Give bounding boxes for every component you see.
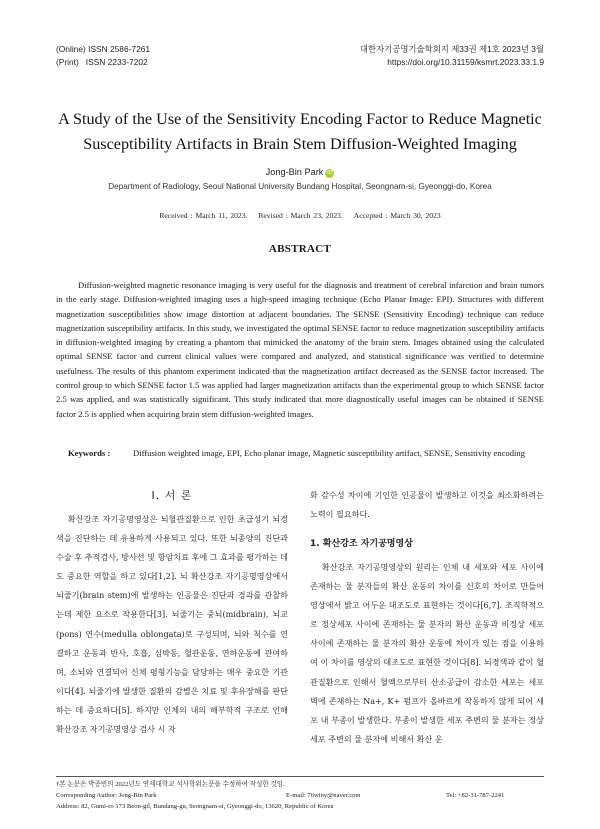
keywords-text: Diffusion weighted image, EPI, Echo planar image, Magnetic susceptibility artifact, SENSE, Sensitivity encoding [133, 448, 525, 458]
doi-link[interactable]: https://doi.org/10.31159/ksmrt.2023.33.1.9 [387, 57, 544, 67]
title-line-1: A Study of the Use of the Sensitivity Encoding Factor to Reduce Magnetic [58, 110, 542, 128]
journal-name: 대한자기공명기술학회지 제33권 제1호 2023년 3월 [359, 44, 544, 54]
left-column [56, 510, 288, 739]
footnote-rule [56, 776, 544, 777]
section-title-introduction: Ⅰ. 서 론 [151, 489, 193, 502]
author-name: Jong-Bin Park [265, 167, 324, 177]
footnote: †본 논문은 박종빈의 2022년도 연세대학교 석사학위논문을 수정하여 작성한 것임. [56, 781, 285, 788]
issn-print: (Print) ISSN 2233-7202 [56, 57, 148, 67]
right-continuation: 화 감수성 차이에 기인한 인공물이 발생하고 이것을 최소화하려는 노력이 필요하다. [310, 490, 544, 520]
right-column-top [310, 486, 544, 524]
paper-title [40, 107, 560, 157]
author-line [0, 167, 600, 178]
journal-block [360, 43, 544, 69]
right-column-body [310, 558, 544, 749]
dates-line [0, 211, 600, 220]
title-line-2: Susceptibility Artifacts in Brain Stem Diffusion-Weighted Imaging [83, 135, 517, 153]
keywords [68, 446, 544, 460]
affiliation: Department of Radiology, Seoul National University Bundang Hospital, Seongnam-si, Gyeonggi-do, Korea [108, 182, 492, 191]
received-date: Received : March 11, 2023. [159, 211, 248, 220]
accepted-date: Accepted : March 30, 2023 [353, 211, 441, 220]
issn-block [56, 43, 150, 69]
orcid-icon[interactable]: iD [327, 170, 333, 176]
intro-paragraph: 확산강조 자기공명영상은 뇌혈관질환으로 인한 초급성기 뇌경색을 진단하는 데 유용하게 사용되고 있다. 또한 뇌종양의 진단과 수술 후 추적검사, 방사선 및 항암치료 후에 그 효과를 평가하는 데도 중요한 역할을 하고 있다[1,2]. 뇌 확산강조 자기공명영상에서 뇌줄기(brain stem)에 발생하는 인공물은 진단과 경과를 관찰하는데 제한 요소로 작용한다[3]. 뇌줄기는 중뇌(midbrain), 뇌교(pons) 연수(medulla oblongata)로 구성되며, 뇌와 척수를 연결하고 운동과 반사, 호흡, 심박동, 혈관운동, 연하운동에 관여하며, 소뇌와 연결되어 신체 평형기능을 담당하는 매우 중요한 기관이다[4]. 뇌줄기에 발생한 질환의 감별은 치료 및 후유장해를 판단하는 데 중요하다[5]. 하지만 인체의 내의 해부학적 구조로 인해 확산강조 자기공명영상 검사 시 자 [56, 514, 288, 735]
address: Address: 82, Gumi-ro 173 Beon-gil, Bundang-gu, Seongnam-si, Gyeonggi-do, 13620, Republic of Korea [56, 803, 334, 810]
email[interactable]: E-mail: 76winy@naver.com [286, 792, 361, 799]
subsection-title: 1. 확산강조 자기공명영상 [310, 539, 413, 549]
abstract-text: Diffusion-weighted magnetic resonance imaging is very useful for the diagnosis and treatment of cerebral infarction and brain tumors in the early stage. Diffusion-weighted imaging uses a high-speed imaging technique (Echo Planar Image: EPI). Structures with different magnetization susceptibilities show image distortion at adjacent boundaries. The SENSE (Sensitivity Encoding) technique can reduce magnetization susceptibility artifacts. In this study, we investigated the optimal SENSE factor to reduce magnetization susceptibility artifacts in diffusion-weighted imaging by creating a phantom that mimicked the anatomy of the brain stem. Images obtained using the calculated optimal SENSE factor and current clinical values were compared and analyzed, and statistical significance was verified to determine usefulness. The results of this phantom experiment indicated that the magnetization artifact decreased as the SENSE factor increased. The control group to which SENSE factor 1.5 was applied had larger magnetization artifacts than the experimental group to which SENSE factor 2.5 was applied, and was statistically significant. This study indicated that more diagnostically useful images can be obtained if SENSE factor 2.5 is applied when acquiring brain stem diffusion-weighted images. [56, 280, 544, 419]
telephone: Tel: +82-31-787-2241 [446, 792, 505, 799]
corresponding-author: Corresponding Author: Jong-Bin Park [56, 792, 157, 799]
keywords-label: Keywords : [68, 448, 111, 458]
revised-date: Revised : March 23, 2023. [258, 211, 343, 220]
abstract-title: ABSTRACT [268, 243, 332, 255]
issn-online: (Online) ISSN 2586-7261 [56, 44, 151, 54]
subsection-paragraph: 확산강조 자기공명영상의 원리는 인체 내 세포와 세포 사이에 존재하는 물 분자들의 확산 운동의 차이를 신호의 차이로 만들어 영상에서 밝고 어두운 대조도로 표현하는 것이다[6,7]. 조직학적으로 정상세포 사이에 존재하는 물 분자의 확산 운동과 비정상 세포 사이에 존재하는 물 분자의 확산 운동에 차이가 있는 점을 이용하여 이 차이를 영상의 대조도로 표현한 것이다[8]. 뇌경색과 같이 혈관질환으로 인해서 혈액으로부터 산소공급이 감소한 세포는 세포벽에 존재하는 Na+, K+ 펌프가 올바르게 작동하지 않게 되어 세포 내 부종이 발생한다. 부종이 발생한 세포 주변의 물 분자는 정상세포 주변의 물 분자에 비해서 확산 운 [310, 562, 544, 744]
